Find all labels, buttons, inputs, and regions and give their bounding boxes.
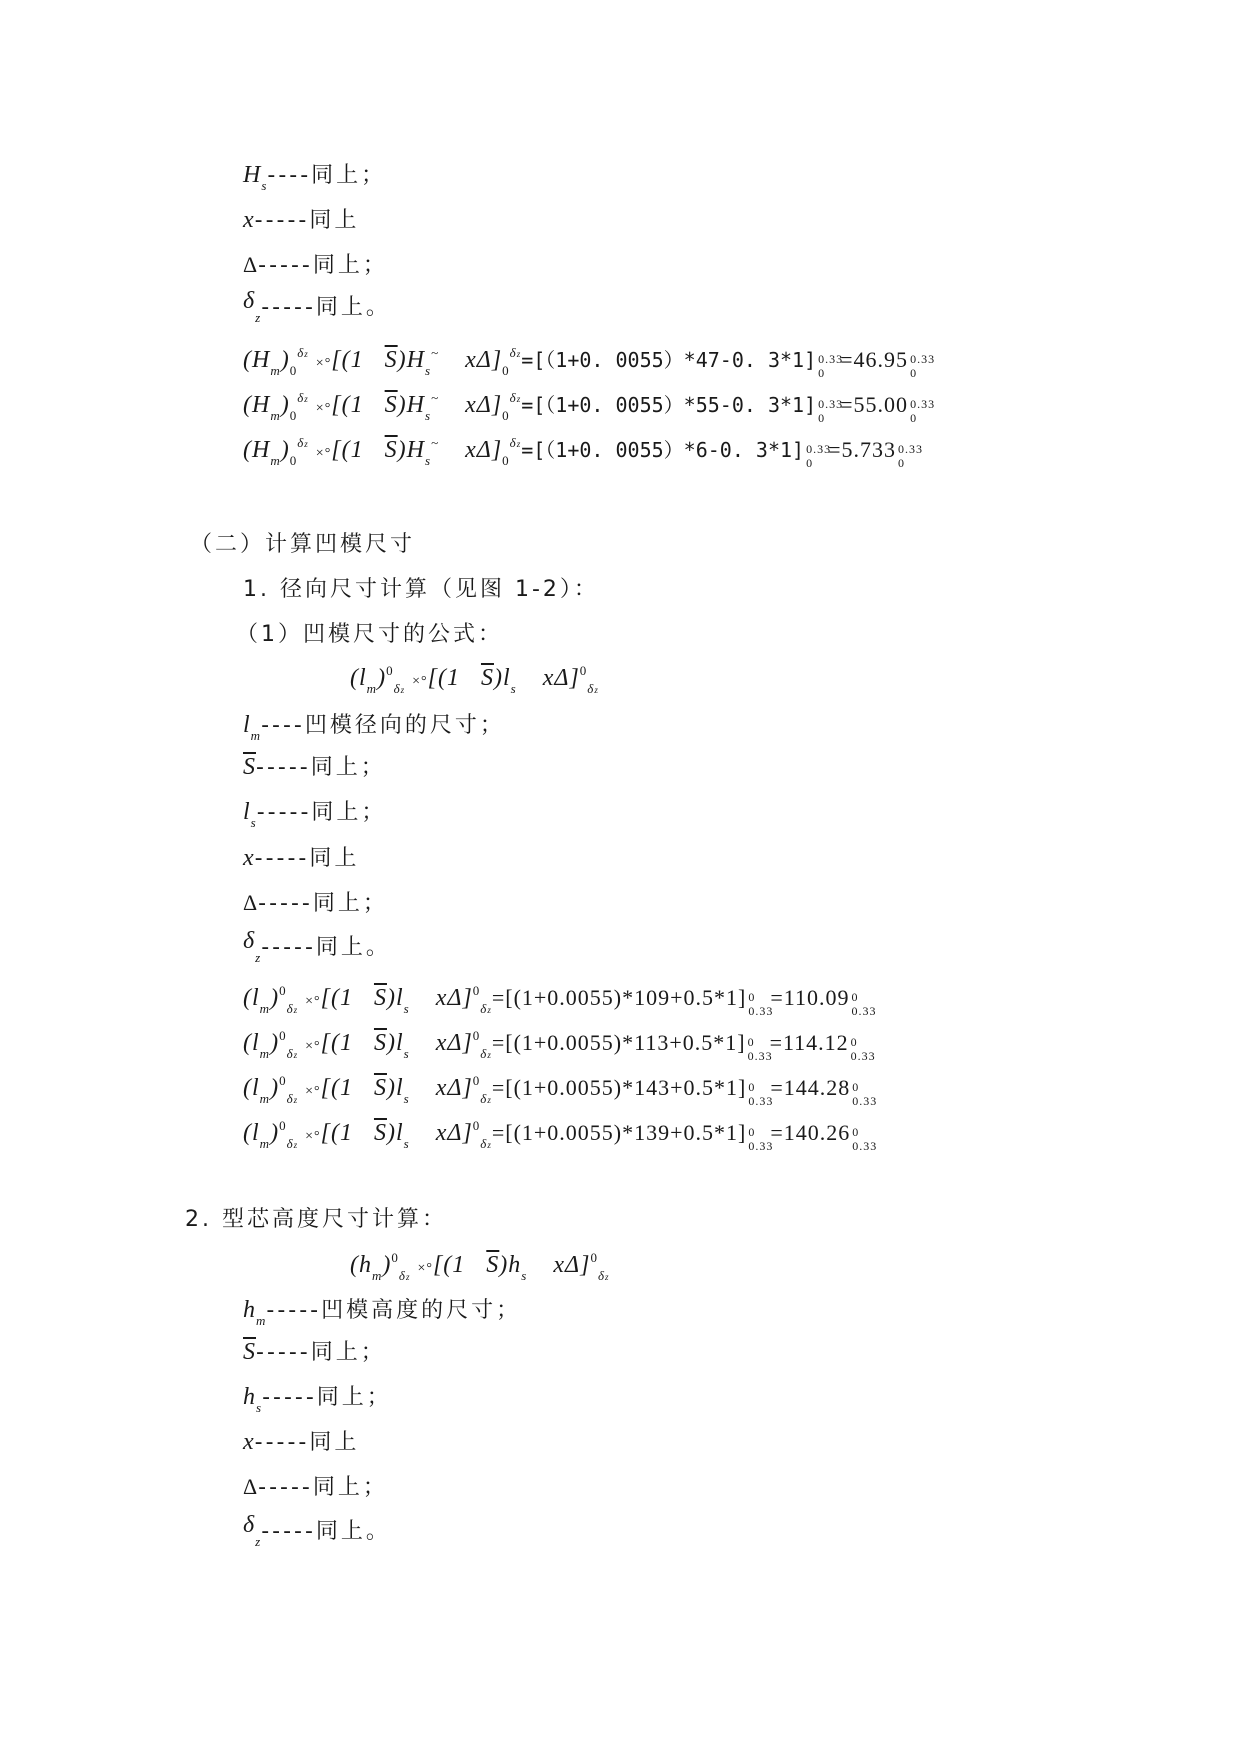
subheading-radial: 1. 径向尺寸计算（见图 1-2）：: [243, 577, 599, 602]
def-s-bar-3: $\overline{S}-----$同上；: [243, 1339, 386, 1365]
def-lm: $l_m----$凹模径向的尺寸；: [243, 712, 505, 743]
def-delta-3: Δ-----同上；: [243, 1474, 388, 1500]
def-s-bar: $\overline{S}-----$同上；: [243, 754, 386, 780]
calc-lm-2: $(l_m)^0_{\delta z} \times^\circ[(1$ $\overline{S})l_s$ xΔ]$^0_{\delta z}$=[(1+0.0055)*113+0.5*1] 0 0.33 =114.12 0 0.33: [243, 1028, 876, 1063]
subheading-formula: （1）凹模尺寸的公式：: [236, 622, 503, 647]
subheading-core-height: 2. 型芯高度尺寸计算：: [185, 1207, 447, 1232]
calc-hm-3: $(H_m)_0^{\delta z} \times^\circ[(1$ $\overline{S})H_s^\sim$ $x\Delta]_0^{\delta z}=[(1+0$. 0055）*6-0. 3*1] 0.33 0 =5.733 0.33 0: [243, 435, 924, 470]
calc-lm-4: $(l_m)^0_{\delta z} \times^\circ[(1$ $\overline{S})l_s$ xΔ]$^0_{\delta z}$=[(1+0.0055)*139+0.5*1] 0 0.33 =140.26 0 0.33: [243, 1118, 878, 1153]
def-ls: $l_s-----$同上；: [243, 799, 387, 830]
formula-hm: $(h_m)^0_{\delta z} \times^\circ[(1$ $\overline{S})h_s$ xΔ]$^0_{\delta z}$: [350, 1250, 610, 1283]
def-hs: $H_s----$同上；: [243, 162, 387, 193]
def-delta-2: Δ-----同上；: [243, 890, 388, 916]
def-delta-z-3: $\delta_z-----$同上。: [243, 1512, 391, 1549]
formula-lm: $(l_m)^0_{\delta z} \times^\circ[(1$ $\overline{S})l_s$ xΔ]$^0_{\delta z}$: [350, 663, 599, 696]
calc-hm-1: $(H_m)_0^{\delta z} \times^\circ[(1$ $\overline{S})H_s^\sim$ $x\Delta]_0^{\delta z}=[(1+0$. 0055）*47-0. 3*1] 0.33 0 =46.95 0.33 0: [243, 345, 936, 380]
heading-section-2: （二）计算凹模尺寸: [190, 532, 416, 557]
def-delta-z-2: $\delta_z-----$同上。: [243, 928, 391, 965]
def-hm: $h_m-----$凹模高度的尺寸；: [243, 1297, 522, 1328]
def-x-2: x-----同上: [243, 845, 360, 871]
def-delta-z: $\delta_z-----$同上。: [243, 288, 391, 325]
calc-hm-2: $(H_m)_0^{\delta z} \times^\circ[(1$ $\overline{S})H_s^\sim$ $x\Delta]_0^{\delta z}=[(1+0$. 0055）*55-0. 3*1] 0.33 0 =55.00 0.33 0: [243, 390, 936, 425]
calc-lm-3: $(l_m)^0_{\delta z} \times^\circ[(1$ $\overline{S})l_s$ xΔ]$^0_{\delta z}$=[(1+0.0055)*143+0.5*1] 0 0.33 =144.28 0 0.33: [243, 1073, 878, 1108]
calc-lm-1: $(l_m)^0_{\delta z} \times^\circ[(1$ $\overline{S})l_s$ xΔ]$^0_{\delta z}$=[(1+0.0055)*109+0.5*1] 0 0.33 =110.09 0 0.33: [243, 983, 877, 1018]
def-delta: Δ-----同上；: [243, 252, 388, 278]
def-hs-3: $h_s-----$同上；: [243, 1384, 392, 1415]
def-x-3: x-----同上: [243, 1429, 360, 1455]
def-x: x-----同上: [243, 207, 360, 233]
